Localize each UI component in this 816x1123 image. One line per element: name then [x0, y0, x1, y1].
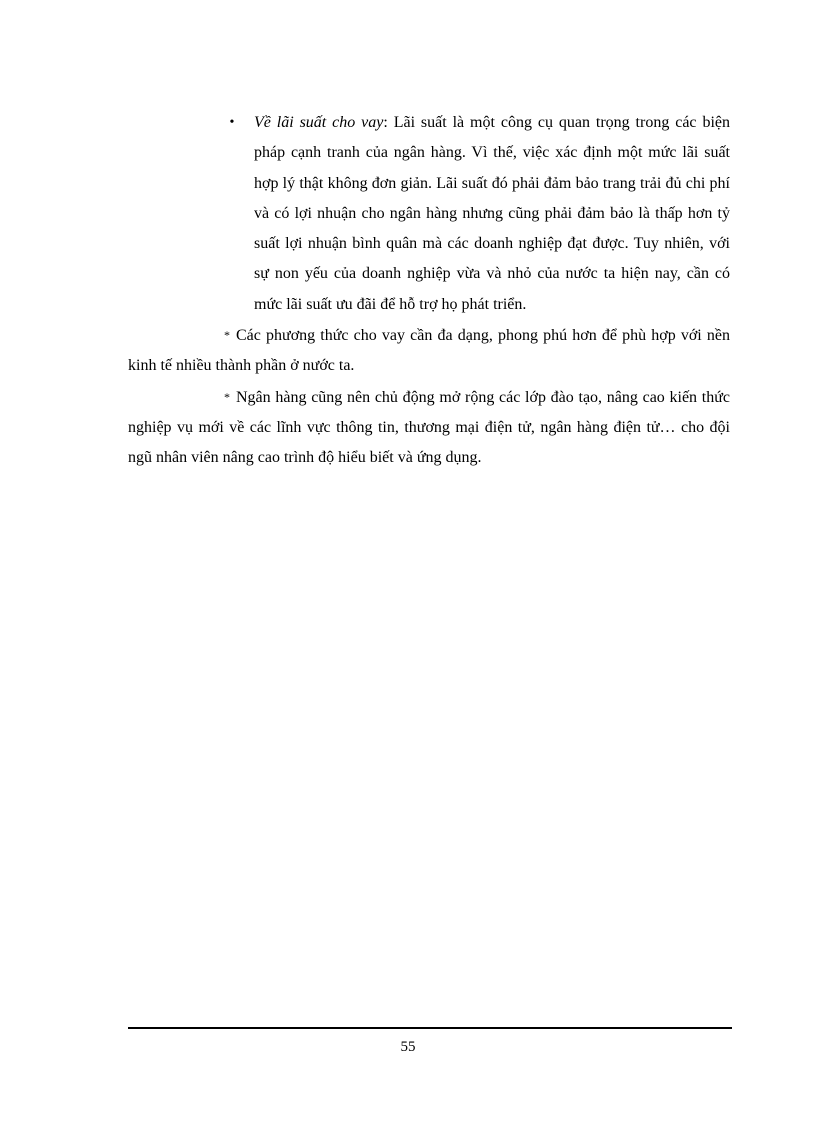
- bullet-icon: •: [229, 115, 235, 130]
- bullet-text: : Lãi suất là một công cụ quan trọng trong các biện pháp cạnh tranh của ngân hàng. Vì thế, việc xác định một mức lãi suất hợp lý thật không đơn giản. Lãi suất đó phải đảm bảo trang trải đủ chi phí và có lợi nhuận cho ngân hàng nhưng cũng phải đảm bảo là thấp hơn tỷ suất lợi nhuận bình quân mà các doanh nghiệp đạt được. Tuy nhiên, với sự non yếu của doanh nghiệp vừa và nhỏ của nước ta hiện nay, cần có mức lãi suất ưu đãi để hỗ trợ họ phát triển.: [254, 114, 730, 313]
- paragraph-text: Các phương thức cho vay cần đa dạng, phong phú hơn để phù hợp với nền kinh tế nhiều thành phần ở nước ta.: [128, 327, 730, 375]
- page-number: 55: [400, 1039, 416, 1055]
- footer-divider: [128, 1027, 732, 1029]
- asterisk-icon: *: [224, 328, 230, 343]
- page-body: [128, 108, 730, 474]
- paragraph-staff-training: [128, 382, 730, 474]
- asterisk-icon: *: [224, 389, 230, 404]
- bullet-item-interest-rate: [229, 108, 730, 320]
- paragraph-lending-methods: [128, 320, 730, 382]
- bullet-term: Về lãi suất cho vay: [254, 114, 384, 131]
- paragraph-text: Ngân hàng cũng nên chủ động mở rộng các lớp đào tạo, nâng cao kiến thức nghiệp vụ mới về các lĩnh vực thông tin, thương mại điện tử, ngân hàng điện tử… cho đội ngũ nhân viên nâng cao trình độ hiểu biết và ứng dụng.: [128, 388, 730, 467]
